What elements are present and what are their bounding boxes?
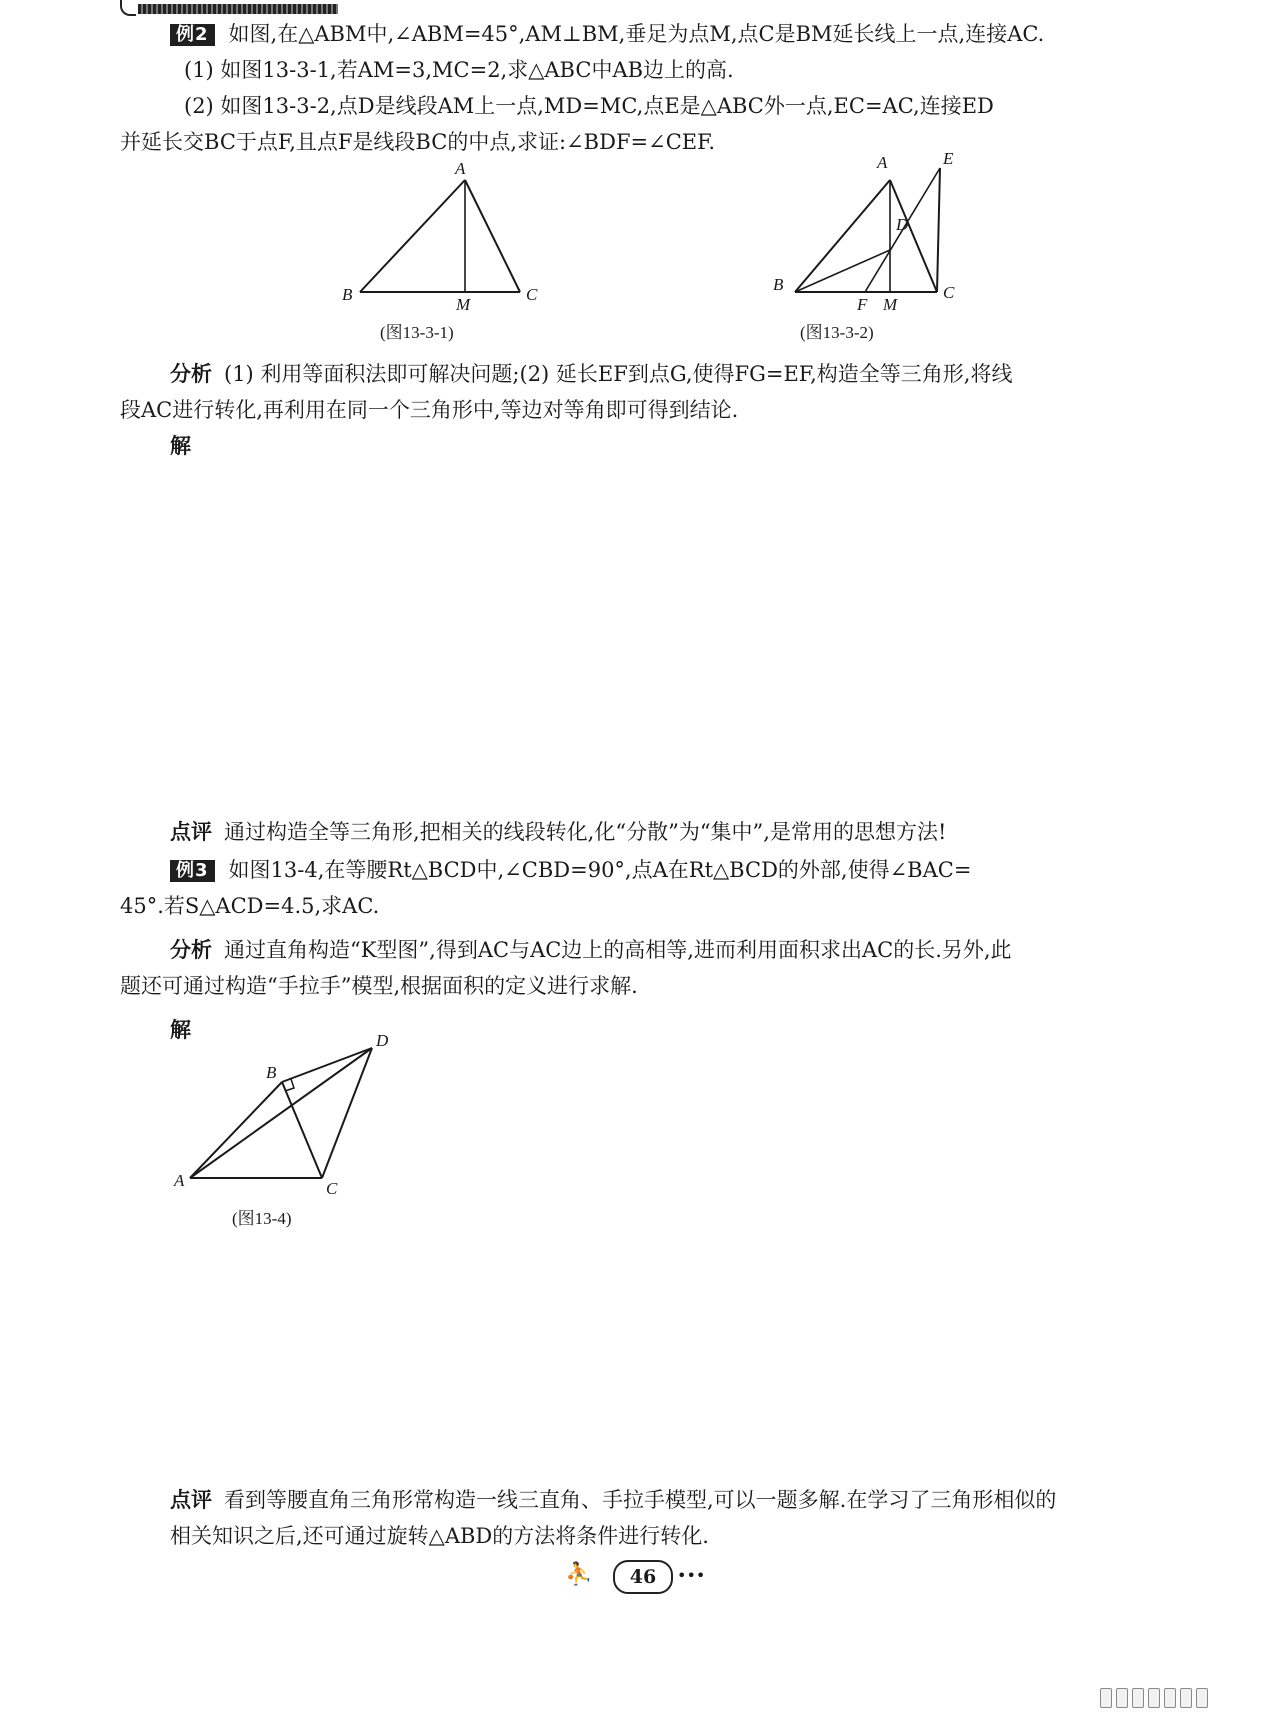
example2-solution-label: 解: [170, 434, 191, 458]
fig3-caption: (图13-4): [232, 1209, 292, 1228]
example3-analysis-label: 分析: [170, 938, 212, 962]
example2-analysis: [120, 356, 1180, 464]
fig3-side-ad: [190, 1048, 372, 1178]
fig2-segment-bd: [795, 250, 890, 292]
example3-tag: 例3: [170, 860, 215, 882]
fig1-label-c: C: [526, 285, 538, 304]
fig2-segment-ec: [937, 168, 940, 292]
example3-analysis-line2: 题还可通过构造“手拉手”模型,根据面积的定义进行求解.: [120, 974, 638, 998]
fig2-label-m: M: [883, 295, 898, 310]
barcode-block-7: [1196, 1688, 1208, 1708]
barcode-block-3: [1132, 1688, 1144, 1708]
barcode-block-5: [1164, 1688, 1176, 1708]
fig2-label-b: B: [773, 275, 784, 294]
example2-analysis-line1: (1) 利用等面积法即可解决问题;(2) 延长EF到点G,使得FG=EF,构造全等三角形,将线: [224, 362, 1013, 386]
figure-13-3-2: [765, 150, 965, 310]
fig1-label-b: B: [342, 285, 353, 304]
fig1-caption: (图13-3-1): [380, 323, 454, 342]
barcode-block-2: [1116, 1688, 1128, 1708]
example3-comment: [170, 1482, 1180, 1554]
example3-comment-line1: 看到等腰直角三角形常构造一线三直角、手拉手模型,可以一题多解.在学习了三角形相似的: [224, 1488, 1057, 1512]
figure-13-3-1: [330, 160, 570, 310]
example2-comment-label: 点评: [170, 820, 212, 844]
fig1-side-ab: [360, 180, 465, 292]
fig3-side-bd: [282, 1048, 372, 1082]
page-footer: [565, 1560, 765, 1594]
header-hook-decoration: [120, 0, 136, 16]
fig1-label-a: A: [455, 160, 466, 178]
header-series-bar: [138, 4, 338, 14]
example2-analysis-line2: 段AC进行转化,再利用在同一个三角形中,等边对等角即可得到结论.: [120, 398, 739, 422]
fig3-side-cd: [322, 1048, 372, 1178]
example2-question2-line2: 并延长交BC于点F,且点F是线段BC的中点,求证:∠BDF=∠CEF.: [120, 130, 716, 154]
fig2-label-e: E: [943, 150, 954, 168]
fig2-side-ac: [890, 180, 937, 292]
fig3-label-b: B: [266, 1063, 277, 1082]
fig2-label-c: C: [943, 283, 955, 302]
example3-problem: [120, 852, 1180, 1048]
barcode-block-1: [1100, 1688, 1112, 1708]
fig1-label-m: M: [456, 295, 471, 310]
fig3-side-bc: [282, 1082, 322, 1178]
fig3-label-c: C: [326, 1179, 338, 1198]
footer-dots: •••: [677, 1566, 706, 1585]
example3-solution-label: 解: [170, 1018, 191, 1042]
example3-analysis-line1: 通过直角构造“K型图”,得到AC与AC边上的高相等,进而利用面积求出AC的长.另外,此: [224, 938, 1012, 962]
fig3-label-d: D: [376, 1031, 389, 1050]
fig2-label-a: A: [877, 153, 888, 172]
fig2-caption: (图13-3-2): [800, 323, 874, 342]
example2-question1: (1) 如图13-3-1,若AM=3,MC=2,求△ABC中AB边上的高.: [184, 58, 734, 82]
example3-intro-line2: 45°.若S△ACD=4.5,求AC.: [120, 894, 380, 918]
fig3-label-a: A: [174, 1171, 185, 1190]
fig1-side-ac: [465, 180, 520, 292]
example2-question2-line1: (2) 如图13-3-2,点D是线段AM上一点,MD=MC,点E是△ABC外一点,EC=AC,连接ED: [184, 94, 994, 118]
fig2-label-d: D: [896, 215, 909, 234]
example2-comment-text: 通过构造全等三角形,把相关的线段转化,化“分散”为“集中”,是常用的思想方法!: [224, 820, 947, 844]
scan-barcode-strip: [1100, 1688, 1250, 1708]
example3-comment-label: 点评: [170, 1488, 212, 1512]
page-number: 46: [613, 1560, 673, 1594]
runner-icon: ⛹: [565, 1562, 593, 1587]
example2-comment: [170, 814, 1180, 850]
barcode-block-6: [1180, 1688, 1192, 1708]
example3-comment-line2: 相关知识之后,还可通过旋转△ABD的方法将条件进行转化.: [170, 1524, 709, 1548]
example2-analysis-label: 分析: [170, 362, 212, 386]
example2-intro: 如图,在△ABM中,∠ABM=45°,AM⊥BM,垂足为点M,点C是BM延长线上一点,连接AC.: [228, 22, 1045, 46]
barcode-block-4: [1148, 1688, 1160, 1708]
fig2-label-f: F: [857, 295, 868, 310]
example3-intro-line1: 如图13-4,在等腰Rt△BCD中,∠CBD=90°,点A在Rt△BCD的外部,使得∠BAC=: [228, 858, 972, 882]
example2-tag: 例2: [170, 24, 215, 46]
figure-13-4: [170, 1030, 410, 1200]
fig3-side-ab: [190, 1082, 282, 1178]
example2-problem: [120, 16, 1180, 160]
